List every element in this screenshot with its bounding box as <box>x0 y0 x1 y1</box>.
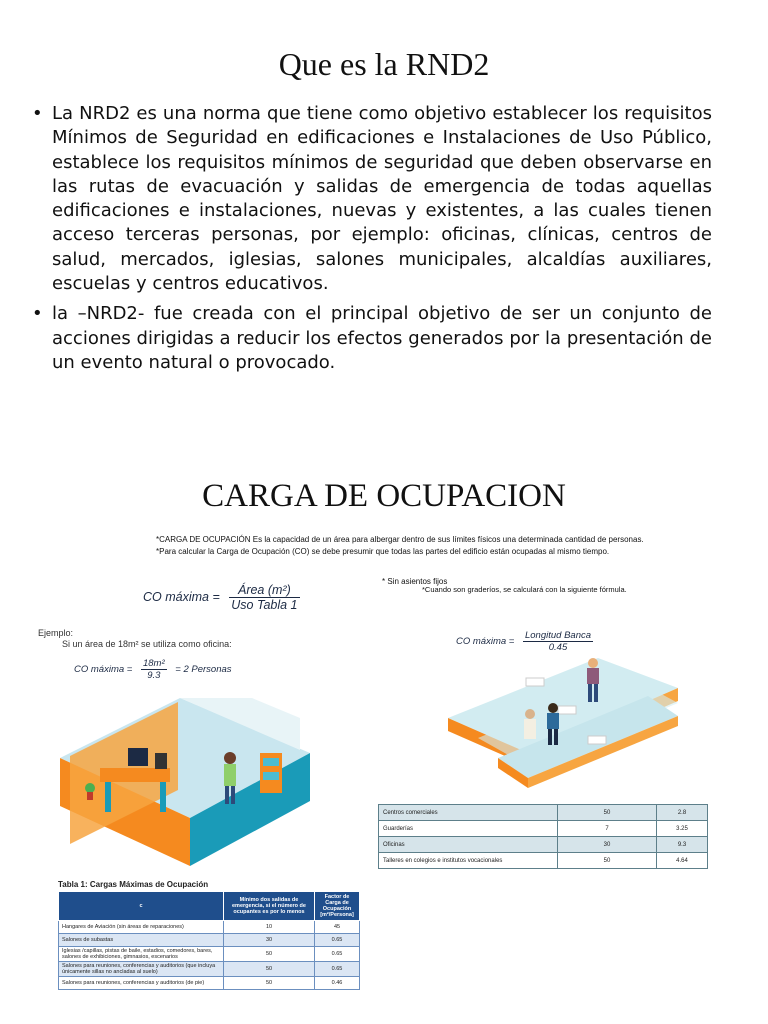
table-cell: 30 <box>224 934 315 947</box>
bleachers-illustration <box>448 658 678 788</box>
bullet-icon: • <box>32 103 43 124</box>
graderios-note: *Cuando son graderíos, se calculará con la siguiente fórmula. <box>422 585 627 594</box>
table-cell: Salones para reuniones, conferencias y auditorios (que incluya únicamente sillas no ancladas al suelo) <box>59 962 224 977</box>
formula-lhs: CO máxima = <box>456 636 515 648</box>
slide-carga-de-ocupacion <box>0 460 768 1024</box>
table-cell: 50 <box>558 853 657 869</box>
ejemplo-label: Ejemplo: <box>38 628 74 638</box>
table-cell: 7 <box>558 821 657 837</box>
slide-title: Que es la RND2 <box>278 46 490 82</box>
formula-numerator: 18m² <box>142 658 165 669</box>
formula-denominator: 9.3 <box>147 670 161 681</box>
formula-lhs: CO máxima = <box>143 589 220 604</box>
table-cell: Guarderías <box>379 821 558 837</box>
table1-title: Tabla 1: Cargas Máximas de Ocupación <box>58 880 209 889</box>
table-cell: 3.25 <box>657 821 708 837</box>
table-row <box>379 805 708 821</box>
table-row <box>379 853 708 869</box>
formula-fraction <box>229 583 299 612</box>
table-row <box>59 977 360 990</box>
table1 <box>58 891 360 990</box>
formula-denominator: Uso Tabla 1 <box>231 598 298 612</box>
table-cell: 30 <box>558 837 657 853</box>
table-cell: 50 <box>224 977 315 990</box>
table-cell: 45 <box>315 921 360 934</box>
table-cell: Salones para reuniones, conferencias y auditorios (de pie) <box>59 977 224 990</box>
table-row <box>379 837 708 853</box>
bullet-item <box>32 302 712 375</box>
sin-asientos-note: * Sin asientos fijos <box>382 577 448 586</box>
table-cell: 50 <box>224 962 315 977</box>
formula-main <box>143 583 306 612</box>
ejemplo-text: Si un área de 18m² se utiliza como oficina: <box>62 639 232 649</box>
bullet-text: la –NRD2- fue creada con el principal objetivo de ser un conjunto de acciones dirigidas a reducir los efectos generados por la presentación de un evento natural o provocado. <box>52 303 712 373</box>
formula-numerator: Longitud Banca <box>524 630 592 641</box>
table-cell: 10 <box>224 921 315 934</box>
table-cell: Talleres en colegios e institutos vocacionales <box>379 853 558 869</box>
bullet-text: La NRD2 es una norma que tiene como objetivo establecer los requisitos Mínimos de Seguridad en edificaciones e Instalaciones de Uso Público, establece los requisitos mínimos de seguridad que deben observarse en las rutas de evacuación y salidas de emergencia de todas aquellas edificaciones e instalaciones, nuevas y existentes, a las cuales tienen acceso terceras personas, por ejemplo: oficinas, clínicas, centros de salud, mercados, iglesias, salones municipales, alcaldías auxiliares, escuelas y centros educativos. <box>52 103 712 295</box>
table-cell: 0.65 <box>315 947 360 962</box>
table-cell: Centros comerciales <box>379 805 558 821</box>
table-header-row <box>59 892 360 921</box>
table-header-cell: Factor de Carga de Ocupación [m²/Persona] <box>315 892 360 921</box>
definition-line: *Para calcular la Carga de Ocupación (CO) se debe presumir que todas las partes del edificio están ocupadas al mismo tiempo. <box>156 547 610 556</box>
table-cell: 9.3 <box>657 837 708 853</box>
bullet-item <box>32 102 712 296</box>
formula-lhs: CO máxima = <box>74 664 133 676</box>
table-cell: Oficinas <box>379 837 558 853</box>
table-cell: Salones de subastas <box>59 934 224 947</box>
formula-example <box>74 658 232 681</box>
formula-fraction <box>523 630 593 653</box>
table-row <box>59 934 360 947</box>
table-cell: Iglesias /capillas, pistas de baile, estadios, comedores, bares, salones de exhibiciones, gimnasios, escenarios <box>59 947 224 962</box>
table-row <box>59 962 360 977</box>
table-cell: 4.64 <box>657 853 708 869</box>
table-cell: 0.46 <box>315 977 360 990</box>
slide-que-es-rnd2 <box>0 0 768 450</box>
slide-title: CARGA DE OCUPACION <box>202 478 566 514</box>
table-cell: 0.65 <box>315 934 360 947</box>
table-row <box>59 947 360 962</box>
table-cell: 0.65 <box>315 962 360 977</box>
formula-bench <box>456 630 599 653</box>
definition-block <box>156 534 716 558</box>
formula-result: = 2 Personas <box>175 664 232 676</box>
formula-denominator: 0.45 <box>548 642 568 653</box>
bullet-icon: • <box>32 303 43 325</box>
table-cell: 50 <box>558 805 657 821</box>
table-header-cell: Mínimo dos salidas de emergencia, si el número de ocupantes es por lo menos <box>224 892 315 921</box>
table-cell: Hangares de Aviación (sin áreas de reparaciones) <box>59 921 224 934</box>
table-header-cell: c <box>59 892 224 921</box>
table2 <box>378 804 708 869</box>
bullet-list <box>32 102 712 381</box>
table-cell: 2.8 <box>657 805 708 821</box>
table-row <box>59 921 360 934</box>
formula-fraction <box>141 658 167 681</box>
formula-numerator: Área (m²) <box>229 583 299 598</box>
definition-line: *CARGA DE OCUPACIÓN Es la capacidad de un área para albergar dentro de sus límites físicos una determinada cantidad de personas. <box>156 535 644 544</box>
office-illustration <box>60 698 310 866</box>
table-row <box>379 821 708 837</box>
table-cell: 50 <box>224 947 315 962</box>
